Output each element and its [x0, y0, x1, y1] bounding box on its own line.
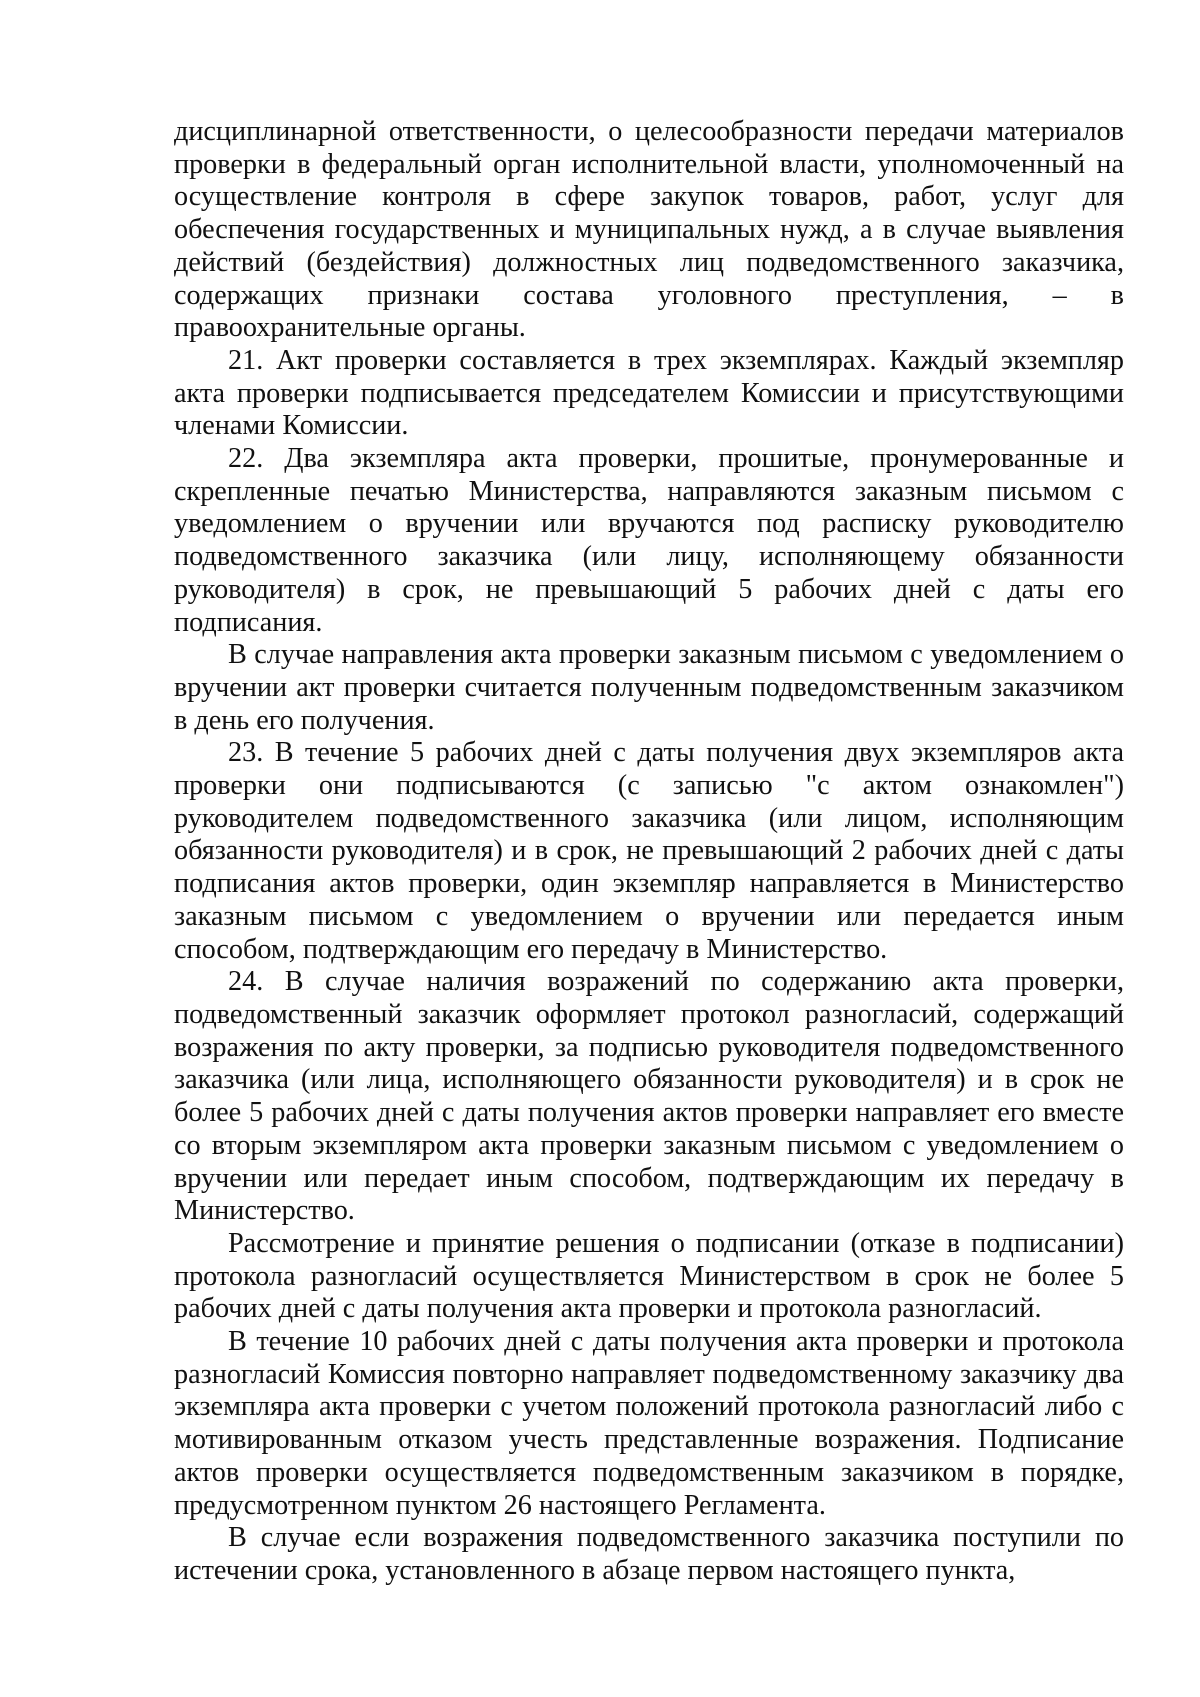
paragraph-0: дисциплинарной ответственности, о целесообразности передачи материалов проверки в федеральный орган исполнительной власти, уполномоченный на осуществление контроля в сфере закупок товаров, работ, услуг для обеспечения государственных и муниципальных нужд, а в случае выявления действий (бездействия) должностных лиц подведомственного заказчика, содержащих признаки состава уголовного преступления, – в правоохранительные органы. — [174, 116, 1124, 344]
paragraph-24-late: В случае если возражения подведомственного заказчика поступили по истечении срока, установленного в абзаце первом настоящего пункта, — [174, 1522, 1124, 1586]
paragraph-23: 23. В течение 5 рабочих дней с даты получения двух экземпляров акта проверки они подписываются (с записью "с актом ознакомлен") руководителем подведомственного заказчика (или лицом, исполняющим обязанности руководителя) и в срок, не превышающий 2 рабочих дней с даты подписания актов проверки, один экземпляр направляется в Министерство заказным письмом с уведомлением о вручении или передается иным способом, подтверждающим его передачу в Министерство. — [174, 737, 1124, 965]
paragraph-24-resend: В течение 10 рабочих дней с даты получения акта проверки и протокола разногласий Комиссия повторно направляет подведомственному заказчику два экземпляра акта проверки с учетом положений протокола разногласий либо с мотивированным отказом учесть представленные возражения. Подписание актов проверки осуществляется подведомственным заказчиком в порядке, предусмотренном пунктом 26 настоящего Регламента. — [174, 1326, 1124, 1521]
paragraph-21: 21. Акт проверки составляется в трех экземплярах. Каждый экземпляр акта проверки подписывается председателем Комиссии и присутствующими членами Комиссии. — [174, 344, 1124, 442]
paragraph-22: 22. Два экземпляра акта проверки, прошитые, пронумерованные и скрепленные печатью Министерства, направляются заказным письмом с уведомлением о вручении или вручаются под расписку руководителю подведомственного заказчика (или лицу, исполняющему обязанности руководителя) в срок, не превышающий 5 рабочих дней с даты его подписания. — [174, 443, 1124, 638]
document-page — [174, 116, 1124, 1588]
paragraph-24-review: Рассмотрение и принятие решения о подписании (отказе в подписании) протокола разногласий осуществляется Министерством в срок не более 5 рабочих дней с даты получения акта проверки и протокола разногласий. — [174, 1227, 1124, 1325]
paragraph-24: 24. В случае наличия возражений по содержанию акта проверки, подведомственный заказчик оформляет протокол разногласий, содержащий возражения по акту проверки, за подписью руководителя подведомственного заказчика (или лица, исполняющего обязанности руководителя) и в срок не более 5 рабочих дней с даты получения актов проверки направляет его вместе со вторым экземпляром акта проверки заказным письмом с уведомлением о вручении или передает иным способом, подтверждающим их передачу в Министерство. — [174, 966, 1124, 1227]
paragraph-22-notice: В случае направления акта проверки заказным письмом с уведомлением о вручении акт проверки считается полученным подведомственным заказчиком в день его получения. — [174, 639, 1124, 736]
